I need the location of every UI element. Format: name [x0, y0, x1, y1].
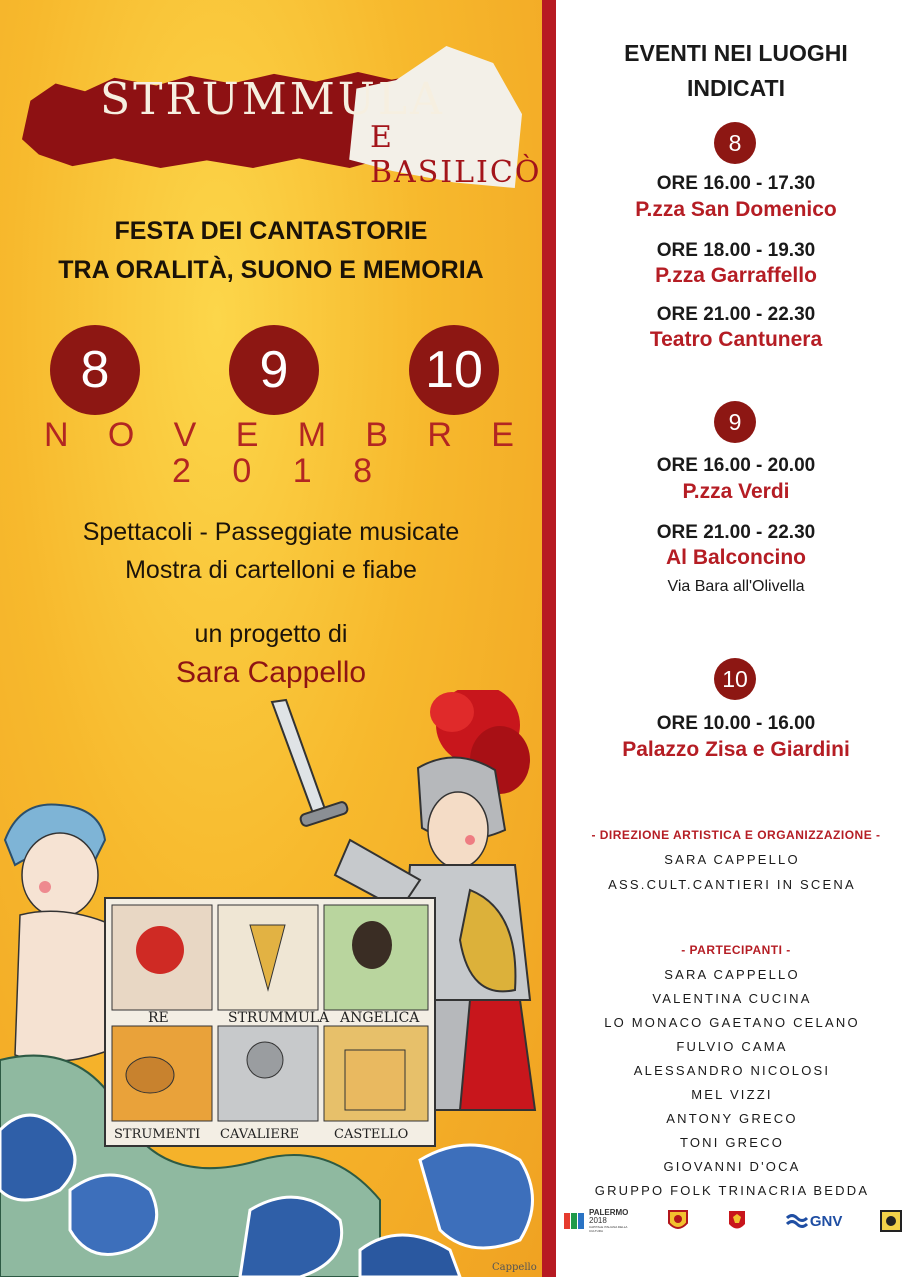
participant-name: ANTONY GRECO	[666, 1111, 798, 1126]
date-circle-2: 9	[229, 325, 319, 415]
day-circle-9: 9	[714, 401, 756, 443]
palermo-year: 2018	[589, 1216, 607, 1225]
cantastorie-illustration	[0, 690, 542, 1277]
event-time: ORE 18.00 - 19.30	[656, 240, 816, 261]
year-digit: 8	[353, 452, 372, 490]
event-time: ORE 10.00 - 16.00	[656, 713, 816, 734]
festival-subtitle-line1: FESTA DEI CANTASTORIE	[114, 217, 428, 245]
month-letter: M	[297, 416, 327, 454]
city-palermo-crest-icon	[726, 1209, 748, 1233]
merman	[5, 804, 110, 1061]
month-letter: E	[235, 416, 259, 454]
sword	[272, 700, 349, 827]
event-time: ORE 16.00 - 17.30	[656, 173, 816, 194]
year-digit: 0	[232, 452, 252, 490]
participant-name: ALESSANDRO NICOLOSI	[633, 1063, 831, 1078]
description-line2: Mostra di cartelloni e fiabe	[125, 556, 417, 584]
participant-name: GIOVANNI D'OCA	[663, 1159, 801, 1174]
panel-label-castello: CASTELLO	[334, 1127, 409, 1142]
project-author: Sara Cappello	[175, 656, 367, 689]
date-circle-3: 10	[409, 325, 499, 415]
events-title-line2: INDICATI	[687, 75, 785, 101]
panel-label-strummula: STRUMMULA	[228, 1010, 330, 1026]
month-letter: E	[491, 416, 514, 454]
direction-name: SARA CAPPELLO	[664, 852, 800, 867]
palermo-title: PALERMO	[589, 1208, 629, 1217]
event-place: Al Balconcino	[665, 546, 807, 569]
festival-subtitle-line2: TRA ORALITÀ, SUONO E MEMORIA	[58, 256, 484, 284]
association-emblem-icon	[880, 1210, 902, 1232]
region-sicily-crest-icon	[667, 1209, 689, 1233]
event-time: ORE 16.00 - 20.00	[656, 455, 816, 476]
event-place: Teatro Cantunera	[649, 328, 823, 351]
logo-title: STRUMMULA	[100, 74, 445, 125]
panel-label-re: RE	[148, 1010, 169, 1026]
participant-name: MEL VIZZI	[691, 1087, 773, 1102]
gnv-waves-icon	[786, 1212, 808, 1230]
palermo-2018-logo	[562, 1209, 629, 1233]
event-place: P.zza San Domenico	[635, 198, 837, 221]
logo-subtitle: E BASILICÒ	[370, 120, 542, 190]
month-letter: O	[107, 416, 135, 454]
year-digit: 1	[292, 452, 312, 490]
month-letter: R	[427, 416, 452, 454]
direction-name: ASS.CULT.CANTIERI IN SCENA	[608, 877, 856, 892]
event-time: ORE 21.00 - 22.30	[656, 522, 816, 543]
event-place: P.zza Verdi	[682, 480, 790, 503]
panel-label-strumenti: STRUMENTI	[114, 1127, 201, 1142]
panel-label-cavaliere: CAVALIERE	[220, 1127, 300, 1142]
sponsor-logos	[562, 1206, 902, 1236]
participant-name: SARA CAPPELLO	[664, 967, 800, 982]
event-address: Via Bara all'Olivella	[667, 578, 805, 595]
gnv-logo	[786, 1209, 843, 1233]
year-label	[172, 452, 372, 491]
year-digit: 2	[172, 452, 191, 490]
participant-name: FULVIO CAMA	[676, 1039, 788, 1054]
events-title-line1: EVENTI NEI LUOGHI	[624, 40, 848, 66]
month-letter: V	[173, 416, 197, 454]
direction-heading: - DIREZIONE ARTISTICA E ORGANIZZAZIONE -	[591, 828, 881, 842]
event-place: P.zza Garraffello	[655, 264, 817, 287]
participant-name: GRUPPO FOLK TRINACRIA BEDDA	[594, 1183, 870, 1198]
participant-name: TONI GRECO	[679, 1135, 785, 1150]
event-place: Palazzo Zisa e Giardini	[622, 738, 850, 761]
participants-heading: - PARTECIPANTI -	[681, 943, 791, 957]
panel-label-angelica: ANGELICA	[340, 1010, 420, 1026]
artist-signature: Cappello	[492, 1262, 537, 1273]
description-line1: Spettacoli - Passeggiate musicate	[82, 518, 460, 546]
red-divider-bar	[542, 0, 556, 1277]
palermo-caption: CAPITALE ITALIANA DELLA CULTURA	[589, 1225, 628, 1233]
day-circle-10: 10	[714, 658, 756, 700]
month-label	[44, 416, 514, 455]
month-letter: N	[44, 416, 69, 454]
date-circle-1: 8	[50, 325, 140, 415]
month-letter: B	[365, 416, 389, 454]
day-circle-8: 8	[714, 122, 756, 164]
project-label: un progetto di	[194, 620, 348, 648]
gnv-label: GNV	[809, 1212, 843, 1230]
palermo-mark-icon	[562, 1209, 586, 1233]
participant-name: LO MONACO GAETANO CELANO	[604, 1015, 860, 1030]
participant-name: VALENTINA CUCINA	[652, 991, 812, 1006]
event-time: ORE 21.00 - 22.30	[656, 304, 816, 325]
